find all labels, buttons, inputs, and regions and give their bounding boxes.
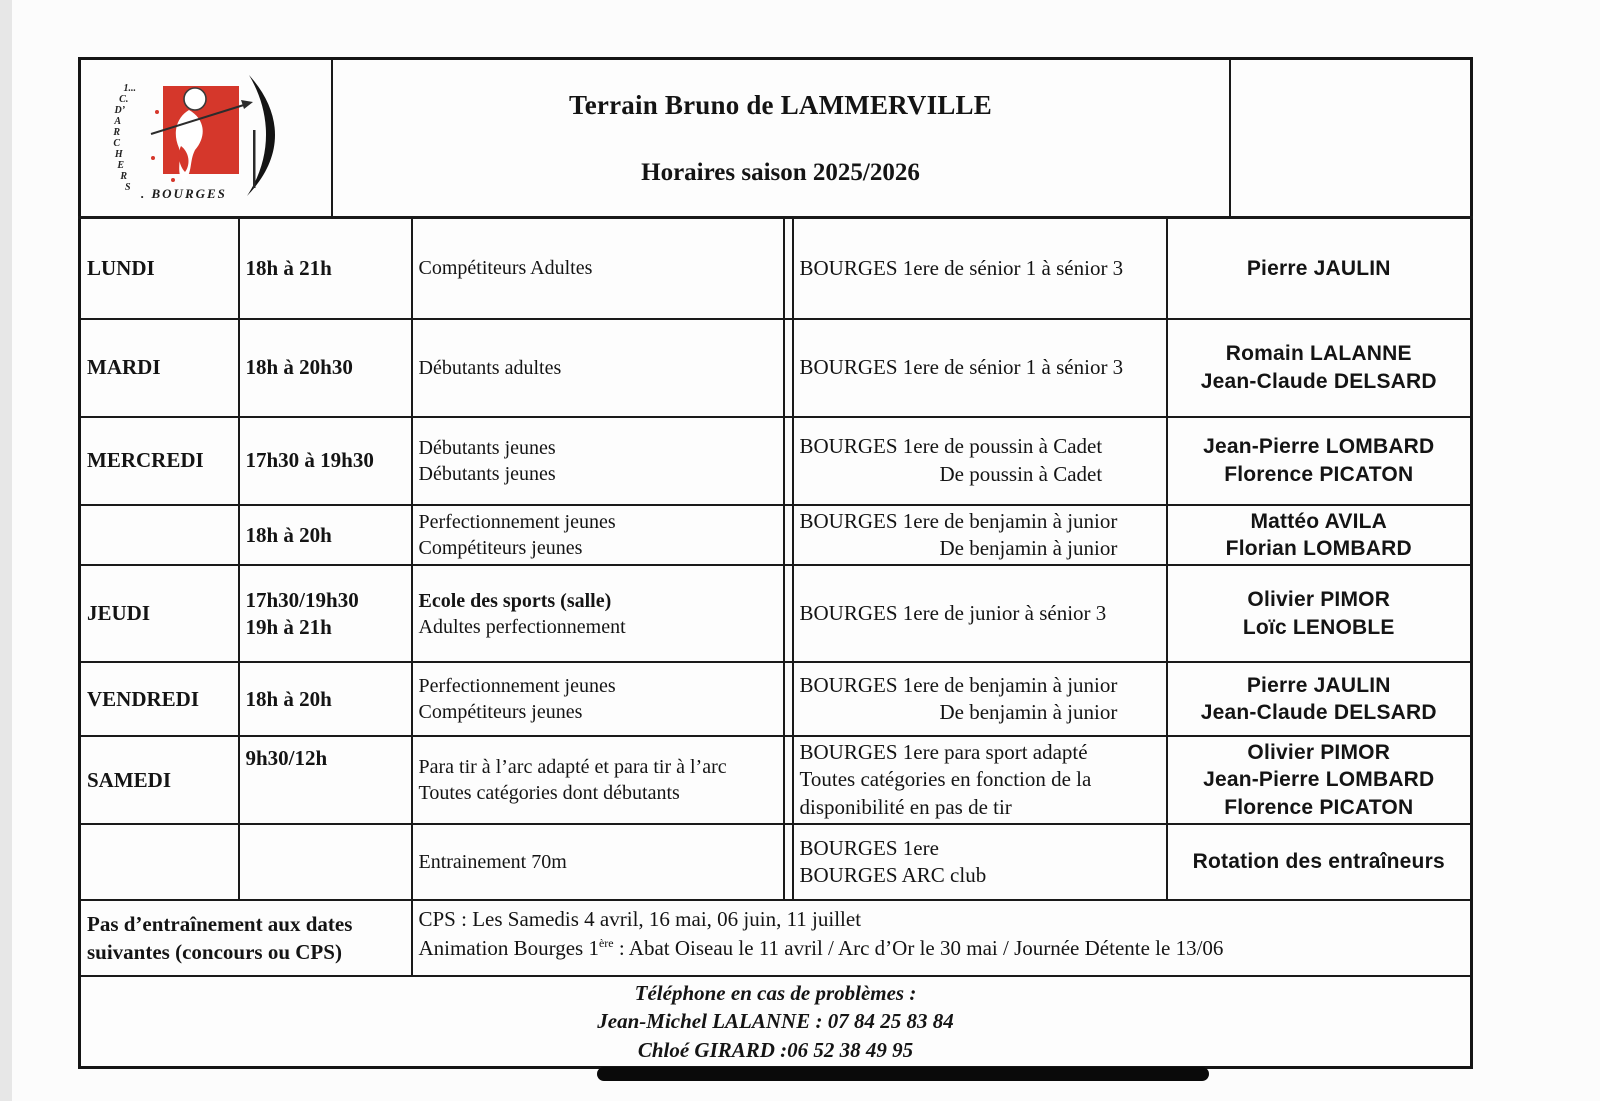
day-cell (80, 565, 239, 662)
club-logo-cell (80, 59, 332, 218)
schedule-row (80, 565, 1472, 662)
time-label: 17h30 à 19h30 (245, 448, 374, 473)
logo-letter: R (113, 127, 121, 138)
column-divider (784, 218, 793, 319)
category-cell (793, 736, 1167, 824)
category-block (800, 433, 1103, 488)
day-label: SAMEDI (87, 767, 172, 792)
no-training-label-line: Pas d’entraînement aux dates (87, 911, 353, 936)
logo-letter: A (114, 116, 122, 127)
column-divider (784, 505, 793, 566)
day-cell (80, 662, 239, 736)
no-training-label-line: suivantes (concours ou CPS) (87, 939, 342, 964)
day-cell (80, 824, 239, 900)
coach-name: Pierre JAULIN (1246, 256, 1391, 280)
category-line: BOURGES 1ere de junior à sénior 3 (799, 600, 1107, 625)
activity-line: Entrainement 70m (418, 850, 567, 873)
document-title: Terrain Bruno de LAMMERVILLE (569, 89, 992, 120)
time-label: 18h à 21h (245, 256, 332, 281)
activity-line: Compétiteurs jeunes (418, 701, 583, 724)
scan-edge-shadow (0, 0, 12, 1101)
category-block (800, 835, 987, 890)
coach-name: Romain LALANNE (1225, 342, 1412, 366)
category-line: BOURGES 1ere (799, 835, 939, 860)
coach-name: Loïc LENOBLE (1242, 615, 1395, 639)
category-line: De benjamin à junior (939, 535, 1118, 560)
logo-letter: D’ (114, 105, 126, 116)
coach-cell (1167, 417, 1472, 505)
logo-letter: C. (119, 94, 129, 105)
coach-name: Jean-Claude DELSARD (1200, 369, 1437, 393)
bottom-scroll-bar[interactable] (597, 1067, 1209, 1081)
column-divider (784, 824, 793, 900)
activity-cell (412, 662, 784, 736)
time-cell (239, 319, 412, 417)
schedule-row (80, 505, 1472, 566)
coach-cell (1167, 505, 1472, 566)
day-label: LUNDI (87, 255, 155, 280)
coach-name: Jean-Pierre LOMBARD (1203, 435, 1435, 459)
time-cell (239, 736, 412, 824)
column-divider (784, 319, 793, 417)
category-cell (793, 565, 1167, 662)
category-block (800, 672, 1118, 727)
coach-name: Florian LOMBARD (1225, 536, 1412, 560)
activity-cell (412, 417, 784, 505)
no-training-details-cell (412, 900, 1472, 976)
column-divider (784, 565, 793, 662)
contact-cell (80, 976, 1472, 1068)
category-line: BOURGES 1ere para sport adapté (799, 740, 1088, 765)
category-block (800, 739, 1092, 821)
logo-letter: 1... (123, 83, 136, 94)
category-block (800, 508, 1118, 563)
time-label: 9h30/12h (245, 746, 328, 771)
schedule-row (80, 319, 1472, 417)
day-cell (80, 736, 239, 824)
coach-cell (1167, 824, 1472, 900)
schedule-row (80, 662, 1472, 736)
activity-line: Perfectionnement jeunes (418, 510, 616, 533)
coach-cell (1167, 565, 1472, 662)
time-label: 18h à 20h (245, 686, 332, 711)
day-label: JEUDI (87, 601, 151, 626)
contact-phone-1: Jean-Michel LALANNE : 07 84 25 83 84 (597, 1009, 954, 1034)
category-line: BOURGES 1ere de benjamin à junior (799, 672, 1118, 697)
coach-cell (1167, 736, 1472, 824)
club-logo-vertical-text (113, 83, 136, 193)
day-cell (80, 417, 239, 505)
coach-name: Jean-Claude DELSARD (1200, 701, 1437, 725)
schedule-row (80, 417, 1472, 505)
activity-line: Toutes catégories dont débutants (418, 782, 680, 805)
category-line: BOURGES 1ere de sénior 1 à sénior 3 (799, 255, 1124, 280)
coach-name: Olivier PIMOR (1247, 588, 1391, 612)
activity-cell (412, 824, 784, 900)
no-training-label-cell (80, 900, 412, 976)
club-logo (83, 72, 329, 204)
document-subtitle: Horaires saison 2025/2026 (641, 158, 920, 186)
column-divider (784, 662, 793, 736)
header-empty-cell (1230, 59, 1472, 218)
day-cell (80, 218, 239, 319)
coach-name: Florence PICATON (1224, 795, 1414, 819)
coach-cell (1167, 319, 1472, 417)
time-label: 19h à 21h (245, 614, 332, 639)
category-line: De benjamin à junior (939, 700, 1118, 725)
category-cell (793, 662, 1167, 736)
category-cell (793, 417, 1167, 505)
coach-cell (1167, 662, 1472, 736)
schedule-row (80, 736, 1472, 824)
header-row (80, 59, 1472, 218)
activity-cell (412, 736, 784, 824)
coach-cell (1167, 218, 1472, 319)
time-label: 17h30/19h30 (245, 588, 359, 613)
time-cell (239, 417, 412, 505)
category-line: BOURGES 1ere de benjamin à junior (799, 508, 1118, 533)
category-line: BOURGES ARC club (799, 862, 987, 887)
day-cell (80, 319, 239, 417)
day-label: VENDREDI (87, 686, 200, 711)
contact-row (80, 976, 1472, 1068)
time-cell (239, 662, 412, 736)
day-cell (80, 505, 239, 566)
activity-cell (412, 565, 784, 662)
time-label: 18h à 20h30 (245, 355, 353, 380)
category-line: disponibilité en pas de tir (799, 794, 1012, 819)
category-line: BOURGES 1ere de poussin à Cadet (799, 434, 1103, 459)
activity-cell (412, 505, 784, 566)
activity-cell (412, 319, 784, 417)
activity-line: Perfectionnement jeunes (418, 675, 616, 698)
time-cell (239, 565, 412, 662)
animation-dates-line: Animation Bourges 1ère : Abat Oiseau le 11 avril / Arc d’Or le 30 mai / Journée Détente le 13/06 (418, 936, 1224, 961)
logo-letter: E (117, 160, 125, 171)
activity-line: Ecole des sports (salle) (418, 589, 612, 612)
time-cell (239, 824, 412, 900)
coach-name: Jean-Pierre LOMBARD (1203, 768, 1435, 792)
archer-logo-graphic (129, 72, 297, 204)
logo-letter: H (114, 149, 123, 160)
logo-letter: S (124, 182, 131, 193)
activity-line: Débutants jeunes (418, 462, 556, 485)
activity-line: Compétiteurs Adultes (418, 257, 593, 280)
activity-line: Débutants jeunes (418, 436, 556, 459)
category-line: De poussin à Cadet (939, 461, 1103, 486)
coach-name: Pierre JAULIN (1246, 673, 1391, 697)
category-block (800, 600, 1107, 627)
coach-name: Rotation des entraîneurs (1192, 850, 1445, 874)
day-label: MERCREDI (87, 448, 204, 472)
time-label: 18h à 20h (245, 522, 332, 547)
category-cell (793, 824, 1167, 900)
activity-line: Adultes perfectionnement (418, 615, 626, 638)
column-divider (784, 736, 793, 824)
category-block (800, 354, 1124, 381)
category-block (800, 255, 1124, 282)
activity-cell (412, 218, 784, 319)
no-training-row (80, 900, 1472, 976)
time-cell (239, 505, 412, 566)
club-logo-city: . BOURGES (141, 186, 227, 201)
activity-line: Débutants adultes (418, 356, 562, 379)
logo-letter: C (113, 138, 121, 149)
day-label: MARDI (87, 355, 161, 379)
category-cell (793, 505, 1167, 566)
cps-dates-line: CPS : Les Samedis 4 avril, 16 mai, 06 juin, 11 juillet (418, 906, 862, 931)
schedule-row (80, 218, 1472, 319)
contact-phone-2: Chloé GIRARD :06 52 38 49 95 (637, 1037, 914, 1062)
category-line: Toutes catégories en fonction de la (799, 767, 1092, 792)
category-line: BOURGES 1ere de sénior 1 à sénior 3 (799, 354, 1124, 379)
contact-heading: Téléphone en cas de problèmes : (634, 980, 917, 1005)
title-cell (332, 59, 1230, 218)
category-cell (793, 319, 1167, 417)
activity-line: Para tir à l’arc adapté et para tir à l’arc (418, 756, 727, 779)
activity-line: Compétiteurs jeunes (418, 536, 583, 559)
coach-name: Mattéo AVILA (1250, 509, 1388, 533)
coach-name: Olivier PIMOR (1247, 741, 1391, 765)
category-cell (793, 218, 1167, 319)
logo-letter: R (120, 171, 128, 182)
column-divider (784, 417, 793, 505)
schedule-table (78, 57, 1473, 1069)
coach-name: Florence PICATON (1224, 462, 1414, 486)
time-cell (239, 218, 412, 319)
schedule-row (80, 824, 1472, 900)
